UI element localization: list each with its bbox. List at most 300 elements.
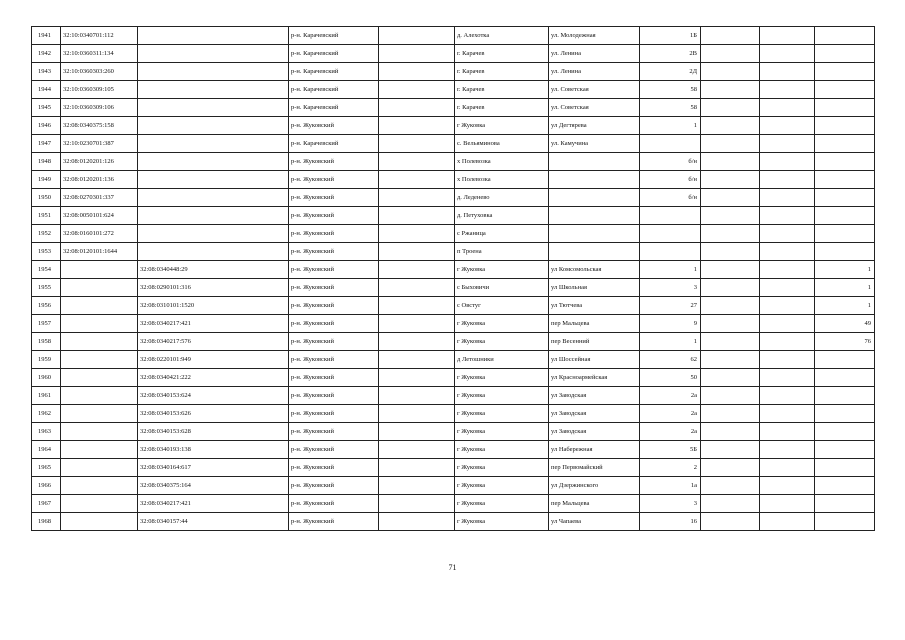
empty-cell: [379, 513, 455, 531]
count-cell: 1: [815, 297, 875, 315]
cadastral-number-alt-cell: [138, 99, 289, 117]
count-cell: [815, 351, 875, 369]
table-row: [32, 135, 875, 153]
house-number-cell: 1а: [640, 477, 701, 495]
cadastral-number-cell: [61, 315, 138, 333]
row-number-cell: 1953: [32, 243, 61, 261]
row-number-cell: 1959: [32, 351, 61, 369]
settlement-cell: г Жуковка: [455, 315, 549, 333]
street-cell: [549, 189, 640, 207]
cadastral-number-alt-cell: [138, 171, 289, 189]
house-number-cell: б/н: [640, 171, 701, 189]
empty-cell: [379, 261, 455, 279]
empty-cell: [701, 315, 760, 333]
empty-cell: [760, 513, 815, 531]
house-number-cell: б/н: [640, 153, 701, 171]
row-number-cell: 1967: [32, 495, 61, 513]
cadastral-number-alt-cell: [138, 117, 289, 135]
street-cell: ул. Советская: [549, 81, 640, 99]
settlement-cell: г Жуковка: [455, 117, 549, 135]
settlement-cell: г Жуковка: [455, 387, 549, 405]
empty-cell: [701, 459, 760, 477]
house-number-cell: 3: [640, 279, 701, 297]
house-number-cell: 2: [640, 459, 701, 477]
count-cell: [815, 207, 875, 225]
empty-cell: [379, 279, 455, 297]
cadastral-number-alt-cell: [138, 153, 289, 171]
settlement-cell: г Жуковка: [455, 441, 549, 459]
empty-cell: [379, 477, 455, 495]
empty-cell: [760, 171, 815, 189]
row-number-cell: 1958: [32, 333, 61, 351]
empty-cell: [379, 225, 455, 243]
settlement-cell: г. Карачев: [455, 81, 549, 99]
cadastral-number-cell: [61, 351, 138, 369]
count-cell: [815, 135, 875, 153]
house-number-cell: 1: [640, 117, 701, 135]
district-cell: р-н. Жуковский: [289, 369, 379, 387]
empty-cell: [379, 207, 455, 225]
count-cell: [815, 243, 875, 261]
street-cell: ул Школьная: [549, 279, 640, 297]
empty-cell: [701, 279, 760, 297]
district-cell: р-н. Жуковский: [289, 315, 379, 333]
cadastral-number-cell: [61, 279, 138, 297]
count-cell: [815, 459, 875, 477]
table-row: [32, 99, 875, 117]
cadastral-number-alt-cell: [138, 45, 289, 63]
empty-cell: [701, 117, 760, 135]
empty-cell: [701, 477, 760, 495]
empty-cell: [760, 315, 815, 333]
street-cell: ул Набережная: [549, 441, 640, 459]
row-number-cell: 1946: [32, 117, 61, 135]
count-cell: 49: [815, 315, 875, 333]
registry-sheet: [31, 26, 875, 531]
table-row: [32, 45, 875, 63]
row-number-cell: 1951: [32, 207, 61, 225]
house-number-cell: [640, 243, 701, 261]
row-number-cell: 1950: [32, 189, 61, 207]
settlement-cell: г Жуковка: [455, 423, 549, 441]
street-cell: ул Заводская: [549, 405, 640, 423]
empty-cell: [379, 387, 455, 405]
street-cell: [549, 171, 640, 189]
cadastral-number-cell: 32:08:0120101:1644: [61, 243, 138, 261]
house-number-cell: 27: [640, 297, 701, 315]
count-cell: [815, 153, 875, 171]
registry-table: [31, 26, 875, 531]
table-row: [32, 315, 875, 333]
house-number-cell: 1: [640, 333, 701, 351]
cadastral-number-cell: [61, 369, 138, 387]
empty-cell: [760, 81, 815, 99]
empty-cell: [760, 153, 815, 171]
empty-cell: [701, 495, 760, 513]
empty-cell: [379, 405, 455, 423]
empty-cell: [379, 135, 455, 153]
settlement-cell: г Жуковка: [455, 261, 549, 279]
empty-cell: [379, 297, 455, 315]
empty-cell: [701, 225, 760, 243]
empty-cell: [760, 27, 815, 45]
empty-cell: [760, 477, 815, 495]
table-row: [32, 153, 875, 171]
district-cell: р-н. Жуковский: [289, 441, 379, 459]
row-number-cell: 1944: [32, 81, 61, 99]
street-cell: ул Шоссейная: [549, 351, 640, 369]
empty-cell: [701, 513, 760, 531]
cadastral-number-alt-cell: 32:08:0340153:624: [138, 387, 289, 405]
empty-cell: [379, 459, 455, 477]
table-row: [32, 297, 875, 315]
street-cell: ул Тютчева: [549, 297, 640, 315]
count-cell: [815, 513, 875, 531]
count-cell: [815, 63, 875, 81]
empty-cell: [760, 333, 815, 351]
cadastral-number-alt-cell: 32:08:0340157:44: [138, 513, 289, 531]
count-cell: [815, 423, 875, 441]
count-cell: [815, 99, 875, 117]
empty-cell: [760, 99, 815, 117]
empty-cell: [760, 423, 815, 441]
settlement-cell: г Жуковка: [455, 495, 549, 513]
district-cell: р-н. Карачевский: [289, 63, 379, 81]
empty-cell: [760, 369, 815, 387]
empty-cell: [760, 243, 815, 261]
table-row: [32, 369, 875, 387]
table-row: [32, 405, 875, 423]
empty-cell: [701, 135, 760, 153]
settlement-cell: г. Карачев: [455, 45, 549, 63]
table-row: [32, 351, 875, 369]
count-cell: 1: [815, 261, 875, 279]
cadastral-number-alt-cell: [138, 135, 289, 153]
empty-cell: [701, 441, 760, 459]
row-number-cell: 1962: [32, 405, 61, 423]
cadastral-number-alt-cell: [138, 81, 289, 99]
empty-cell: [760, 441, 815, 459]
empty-cell: [379, 333, 455, 351]
district-cell: р-н. Жуковский: [289, 477, 379, 495]
district-cell: р-н. Жуковский: [289, 279, 379, 297]
district-cell: р-н. Жуковский: [289, 459, 379, 477]
cadastral-number-cell: [61, 405, 138, 423]
house-number-cell: 2а: [640, 405, 701, 423]
empty-cell: [379, 81, 455, 99]
empty-cell: [379, 243, 455, 261]
settlement-cell: г Жуковка: [455, 369, 549, 387]
cadastral-number-cell: 32:10:0360309:106: [61, 99, 138, 117]
empty-cell: [701, 81, 760, 99]
settlement-cell: д. Алехотка: [455, 27, 549, 45]
cadastral-number-alt-cell: [138, 63, 289, 81]
empty-cell: [379, 423, 455, 441]
empty-cell: [379, 153, 455, 171]
count-cell: [815, 477, 875, 495]
district-cell: р-н. Жуковский: [289, 495, 379, 513]
count-cell: [815, 81, 875, 99]
district-cell: р-н. Жуковский: [289, 207, 379, 225]
count-cell: [815, 189, 875, 207]
table-row: [32, 513, 875, 531]
house-number-cell: 16: [640, 513, 701, 531]
cadastral-number-alt-cell: [138, 225, 289, 243]
table-body: [32, 27, 875, 531]
district-cell: р-н. Жуковский: [289, 225, 379, 243]
empty-cell: [701, 27, 760, 45]
cadastral-number-alt-cell: 32:08:0310101:1520: [138, 297, 289, 315]
row-number-cell: 1968: [32, 513, 61, 531]
settlement-cell: г Жуковка: [455, 477, 549, 495]
cadastral-number-cell: 32:08:0270301:337: [61, 189, 138, 207]
street-cell: пер Мальцева: [549, 315, 640, 333]
settlement-cell: п Троена: [455, 243, 549, 261]
empty-cell: [379, 117, 455, 135]
count-cell: [815, 117, 875, 135]
empty-cell: [379, 189, 455, 207]
district-cell: р-н. Жуковский: [289, 189, 379, 207]
street-cell: [549, 153, 640, 171]
cadastral-number-alt-cell: 32:08:0220101:949: [138, 351, 289, 369]
cadastral-number-cell: 32:10:0360309:105: [61, 81, 138, 99]
count-cell: [815, 387, 875, 405]
cadastral-number-cell: [61, 477, 138, 495]
street-cell: [549, 207, 640, 225]
district-cell: р-н. Жуковский: [289, 117, 379, 135]
row-number-cell: 1945: [32, 99, 61, 117]
empty-cell: [760, 405, 815, 423]
cadastral-number-alt-cell: 32:08:0340217:421: [138, 495, 289, 513]
row-number-cell: 1961: [32, 387, 61, 405]
district-cell: р-н. Жуковский: [289, 243, 379, 261]
street-cell: пер Мальцева: [549, 495, 640, 513]
cadastral-number-cell: 32:08:0120201:136: [61, 171, 138, 189]
page-number: 71: [448, 563, 457, 572]
table-row: [32, 207, 875, 225]
empty-cell: [379, 441, 455, 459]
cadastral-number-cell: 32:08:0050101:624: [61, 207, 138, 225]
street-cell: ул. Молодежная: [549, 27, 640, 45]
empty-cell: [701, 99, 760, 117]
table-row: [32, 441, 875, 459]
street-cell: ул. Камучина: [549, 135, 640, 153]
empty-cell: [760, 351, 815, 369]
empty-cell: [701, 45, 760, 63]
count-cell: [815, 405, 875, 423]
cadastral-number-cell: [61, 297, 138, 315]
table-row: [32, 495, 875, 513]
settlement-cell: д. Петуховка: [455, 207, 549, 225]
empty-cell: [760, 495, 815, 513]
cadastral-number-cell: [61, 333, 138, 351]
table-row: [32, 477, 875, 495]
district-cell: р-н. Карачевский: [289, 81, 379, 99]
row-number-cell: 1965: [32, 459, 61, 477]
empty-cell: [760, 135, 815, 153]
house-number-cell: 1: [640, 261, 701, 279]
street-cell: [549, 225, 640, 243]
empty-cell: [379, 45, 455, 63]
cadastral-number-alt-cell: 32:08:0340217:576: [138, 333, 289, 351]
street-cell: ул Дегтярева: [549, 117, 640, 135]
cadastral-number-alt-cell: [138, 27, 289, 45]
empty-cell: [379, 495, 455, 513]
district-cell: р-н. Жуковский: [289, 351, 379, 369]
house-number-cell: 58: [640, 81, 701, 99]
empty-cell: [701, 189, 760, 207]
street-cell: пер Первомайский: [549, 459, 640, 477]
empty-cell: [379, 171, 455, 189]
settlement-cell: г Жуковка: [455, 405, 549, 423]
district-cell: р-н. Жуковский: [289, 423, 379, 441]
district-cell: р-н. Жуковский: [289, 171, 379, 189]
count-cell: [815, 225, 875, 243]
empty-cell: [760, 387, 815, 405]
table-row: [32, 243, 875, 261]
empty-cell: [701, 387, 760, 405]
empty-cell: [379, 63, 455, 81]
district-cell: р-н. Карачевский: [289, 27, 379, 45]
table-row: [32, 171, 875, 189]
empty-cell: [760, 225, 815, 243]
house-number-cell: б/н: [640, 189, 701, 207]
district-cell: р-н. Жуковский: [289, 153, 379, 171]
street-cell: ул Дзержинского: [549, 477, 640, 495]
cadastral-number-cell: 32:08:0120201:126: [61, 153, 138, 171]
count-cell: 76: [815, 333, 875, 351]
cadastral-number-alt-cell: 32:08:0340375:164: [138, 477, 289, 495]
empty-cell: [379, 315, 455, 333]
empty-cell: [760, 279, 815, 297]
empty-cell: [701, 261, 760, 279]
district-cell: р-н. Жуковский: [289, 513, 379, 531]
empty-cell: [760, 297, 815, 315]
house-number-cell: 2В: [640, 45, 701, 63]
empty-cell: [760, 117, 815, 135]
cadastral-number-cell: 32:10:0360311:134: [61, 45, 138, 63]
table-row: [32, 261, 875, 279]
house-number-cell: 2а: [640, 387, 701, 405]
empty-cell: [379, 351, 455, 369]
empty-cell: [760, 45, 815, 63]
settlement-cell: х Полевозка: [455, 153, 549, 171]
district-cell: р-н. Жуковский: [289, 333, 379, 351]
house-number-cell: 9: [640, 315, 701, 333]
street-cell: пер Весенний: [549, 333, 640, 351]
row-number-cell: 1949: [32, 171, 61, 189]
street-cell: ул Комсомольская: [549, 261, 640, 279]
empty-cell: [701, 351, 760, 369]
empty-cell: [760, 207, 815, 225]
house-number-cell: 5Б: [640, 441, 701, 459]
count-cell: [815, 369, 875, 387]
count-cell: 1: [815, 279, 875, 297]
district-cell: р-н. Жуковский: [289, 261, 379, 279]
row-number-cell: 1955: [32, 279, 61, 297]
empty-cell: [701, 207, 760, 225]
cadastral-number-cell: [61, 441, 138, 459]
row-number-cell: 1960: [32, 369, 61, 387]
settlement-cell: г Жуковка: [455, 513, 549, 531]
cadastral-number-cell: [61, 513, 138, 531]
empty-cell: [379, 99, 455, 117]
count-cell: [815, 441, 875, 459]
table-row: [32, 189, 875, 207]
empty-cell: [760, 189, 815, 207]
cadastral-number-alt-cell: 32:08:0340153:628: [138, 423, 289, 441]
table-row: [32, 27, 875, 45]
row-number-cell: 1952: [32, 225, 61, 243]
empty-cell: [379, 27, 455, 45]
empty-cell: [701, 405, 760, 423]
cadastral-number-alt-cell: 32:08:0340153:626: [138, 405, 289, 423]
row-number-cell: 1954: [32, 261, 61, 279]
row-number-cell: 1943: [32, 63, 61, 81]
street-cell: ул. Ленина: [549, 45, 640, 63]
settlement-cell: х Полевозка: [455, 171, 549, 189]
house-number-cell: [640, 207, 701, 225]
district-cell: р-н. Жуковский: [289, 297, 379, 315]
cadastral-number-cell: [61, 459, 138, 477]
settlement-cell: д Летошники: [455, 351, 549, 369]
table-row: [32, 81, 875, 99]
empty-cell: [701, 243, 760, 261]
empty-cell: [701, 153, 760, 171]
count-cell: [815, 171, 875, 189]
empty-cell: [760, 63, 815, 81]
cadastral-number-cell: 32:08:0340375:158: [61, 117, 138, 135]
district-cell: р-н. Жуковский: [289, 405, 379, 423]
table-row: [32, 117, 875, 135]
empty-cell: [701, 171, 760, 189]
house-number-cell: 2Д: [640, 63, 701, 81]
settlement-cell: с. Вельяминова: [455, 135, 549, 153]
cadastral-number-alt-cell: 32:08:0340448:29: [138, 261, 289, 279]
settlement-cell: с Овстуг: [455, 297, 549, 315]
table-row: [32, 459, 875, 477]
district-cell: р-н. Карачевский: [289, 45, 379, 63]
empty-cell: [379, 369, 455, 387]
count-cell: [815, 45, 875, 63]
street-cell: ул Красноармейская: [549, 369, 640, 387]
settlement-cell: г Жуковка: [455, 333, 549, 351]
settlement-cell: г. Карачев: [455, 99, 549, 117]
settlement-cell: с Ржаница: [455, 225, 549, 243]
cadastral-number-alt-cell: 32:08:0340193:138: [138, 441, 289, 459]
district-cell: р-н. Карачевский: [289, 99, 379, 117]
cadastral-number-cell: [61, 261, 138, 279]
count-cell: [815, 495, 875, 513]
empty-cell: [760, 459, 815, 477]
street-cell: ул. Ленина: [549, 63, 640, 81]
house-number-cell: 50: [640, 369, 701, 387]
row-number-cell: 1942: [32, 45, 61, 63]
house-number-cell: 3: [640, 495, 701, 513]
empty-cell: [701, 423, 760, 441]
table-row: [32, 387, 875, 405]
cadastral-number-cell: [61, 423, 138, 441]
row-number-cell: 1963: [32, 423, 61, 441]
street-cell: ул. Советская: [549, 99, 640, 117]
street-cell: ул Заводская: [549, 387, 640, 405]
cadastral-number-alt-cell: 32:08:0290101:316: [138, 279, 289, 297]
row-number-cell: 1947: [32, 135, 61, 153]
cadastral-number-cell: 32:08:0160101:272: [61, 225, 138, 243]
district-cell: р-н. Жуковский: [289, 387, 379, 405]
cadastral-number-cell: [61, 387, 138, 405]
street-cell: ул Заводская: [549, 423, 640, 441]
